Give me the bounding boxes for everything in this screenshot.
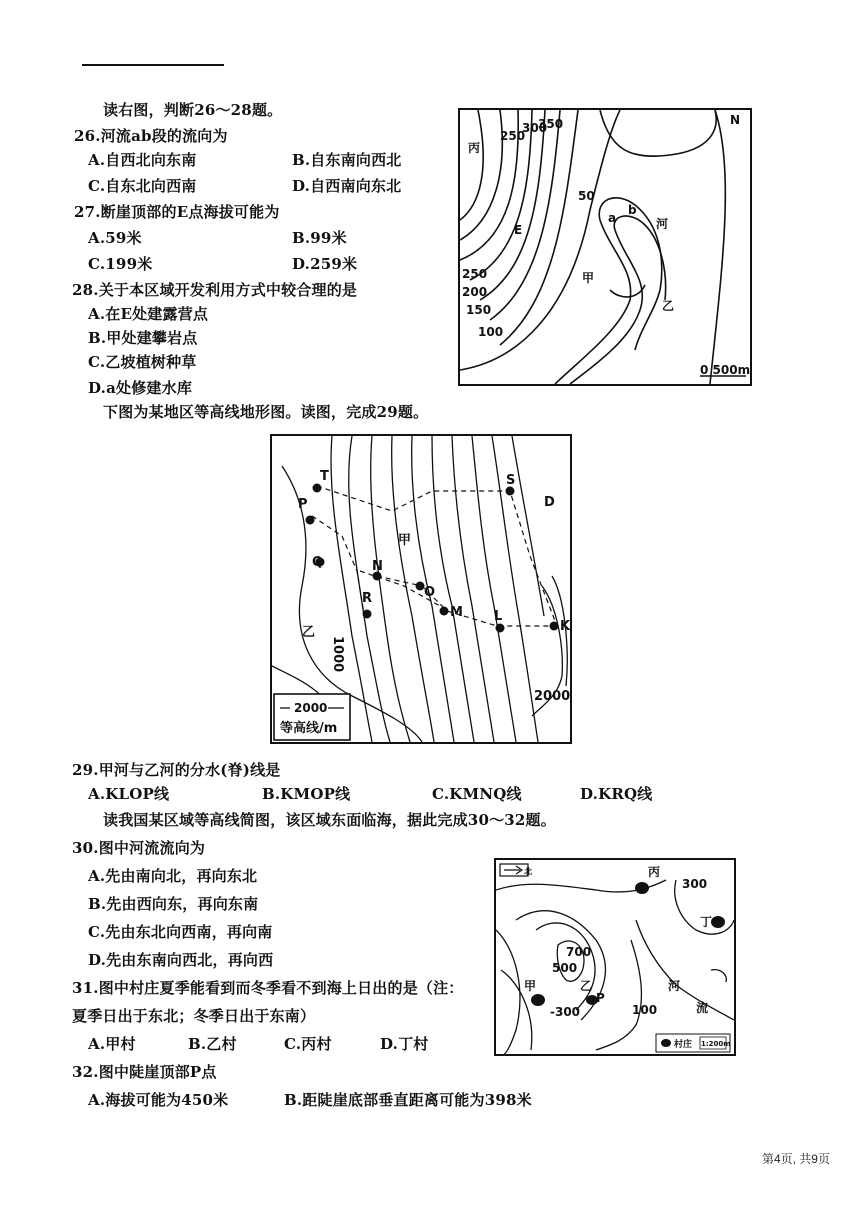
map3-legend-village: 村庄 (674, 1040, 693, 1050)
svg-text:N: N (730, 113, 741, 127)
q27-option-a[interactable]: A.59米 (88, 229, 142, 247)
q27-option-b[interactable]: B.99米 (292, 229, 347, 247)
svg-text:300: 300 (522, 121, 548, 135)
svg-text:350: 350 (538, 117, 564, 131)
q29-option-d[interactable]: D.KRQ线 (580, 785, 653, 803)
q26-stem: 26.河流ab段的流向为 (74, 127, 228, 145)
svg-text:河: 河 (668, 979, 681, 993)
svg-text:700: 700 (566, 945, 592, 959)
svg-text:a: a (608, 211, 617, 225)
svg-text:甲: 甲 (582, 271, 595, 285)
q28-option-d[interactable]: D.a处修建水库 (88, 379, 193, 397)
q26-option-c[interactable]: C.自东北向西南 (88, 177, 197, 195)
svg-text:河: 河 (656, 217, 669, 231)
q26-option-d[interactable]: D.自西南向东北 (292, 177, 402, 195)
contour-map-2 (270, 434, 572, 744)
q31-option-c[interactable]: C.丙村 (284, 1035, 332, 1053)
q29-option-c[interactable]: C.KMNQ线 (432, 785, 522, 803)
intro-26-28: 读右图，判断26～28题。 (103, 101, 283, 119)
svg-text:L: L (494, 609, 503, 624)
svg-text:D: D (544, 495, 555, 510)
q28-option-c[interactable]: C.乙坡植树种草 (88, 353, 197, 371)
q27-stem: 27.断崖顶部的E点海拔可能为 (74, 203, 280, 221)
svg-text:250: 250 (500, 129, 526, 143)
svg-text:-300: -300 (550, 1005, 581, 1019)
svg-text:2000: 2000 (534, 689, 570, 704)
svg-text:P: P (596, 991, 605, 1005)
svg-text:200: 200 (462, 285, 488, 299)
q31-stem-line1: 31.图中村庄夏季能看到而冬季看不到海上日出的是（注： (72, 979, 464, 997)
svg-text:O: O (424, 585, 436, 600)
svg-text:300: 300 (682, 877, 708, 891)
q31-stem-line2: 夏季日出于东北；冬季日出于东南） (72, 1007, 316, 1025)
svg-text:R: R (362, 591, 373, 606)
map3-north: 北 (524, 867, 532, 876)
q26-option-b[interactable]: B.自东南向西北 (292, 151, 402, 169)
q26-option-a[interactable]: A.自西北向东南 (88, 151, 197, 169)
svg-text:500: 500 (552, 961, 578, 975)
svg-text:甲: 甲 (398, 533, 412, 548)
svg-text:100: 100 (632, 1003, 658, 1017)
svg-text:K: K (560, 619, 570, 634)
q32-option-b[interactable]: B.距陡崖底部垂直距离可能为398米 (284, 1091, 532, 1109)
q32-option-a[interactable]: A.海拔可能为450米 (88, 1091, 229, 1109)
map3-legend-scale: 1:200m (701, 1040, 731, 1048)
q29-option-a[interactable]: A.KLOP线 (88, 785, 170, 803)
svg-text:50: 50 (578, 189, 595, 203)
svg-text:Q: Q (312, 555, 324, 570)
q30-option-d[interactable]: D.先由东南向西北，再向西 (88, 951, 274, 969)
svg-text:150: 150 (466, 303, 492, 317)
svg-text:丙: 丙 (468, 141, 481, 155)
svg-text:甲: 甲 (524, 979, 537, 993)
q29-option-b[interactable]: B.KMOP线 (262, 785, 351, 803)
svg-text:流: 流 (696, 1001, 709, 1015)
top-rule (82, 64, 224, 66)
svg-text:丙: 丙 (648, 865, 661, 879)
map1-scale: 0 500m (700, 363, 750, 377)
contour-map-3 (494, 858, 736, 1056)
intro-30-32: 读我国某区域等高线简图，该区域东面临海，据此完成30～32题。 (103, 811, 556, 829)
q28-stem: 28.关于本区域开发利用方式中较合理的是 (72, 281, 358, 299)
q30-option-b[interactable]: B.先由西向东，再向东南 (88, 895, 259, 913)
q30-option-c[interactable]: C.先由东北向西南，再向南 (88, 923, 273, 941)
q28-option-b[interactable]: B.甲处建攀岩点 (88, 329, 198, 347)
intro-29: 下图为某地区等高线地形图。读图，完成29题。 (103, 403, 429, 421)
q28-option-a[interactable]: A.在E处建露营点 (88, 305, 209, 323)
svg-text:乙: 乙 (580, 979, 593, 993)
page-number: 第4页, 共9页 (761, 1152, 830, 1166)
svg-text:T: T (320, 469, 329, 484)
svg-text:P: P (298, 497, 308, 512)
svg-text:250: 250 (462, 267, 488, 281)
map2-legend-title: 等高线/m (280, 721, 338, 736)
svg-text:N: N (372, 559, 383, 574)
svg-text:S: S (506, 473, 516, 488)
contour-map-1 (458, 108, 752, 386)
svg-text:乙: 乙 (302, 625, 316, 640)
q30-option-a[interactable]: A.先由南向北，再向东北 (88, 867, 258, 885)
svg-text:M: M (450, 605, 463, 620)
q32-stem: 32.图中陡崖顶部P点 (72, 1063, 217, 1081)
svg-text:100: 100 (478, 325, 504, 339)
q29-stem: 29.甲河与乙河的分水(脊)线是 (72, 761, 281, 779)
q30-stem: 30.图中河流流向为 (72, 839, 206, 857)
q31-option-a[interactable]: A.甲村 (88, 1035, 136, 1053)
map2-legend-value: 2000 (294, 701, 328, 715)
svg-text:丁: 丁 (700, 915, 713, 929)
q27-option-c[interactable]: C.199米 (88, 255, 153, 273)
svg-text:E: E (514, 223, 523, 237)
svg-text:乙: 乙 (662, 299, 675, 313)
q31-option-d[interactable]: D.丁村 (380, 1035, 429, 1053)
svg-text:1000: 1000 (330, 636, 345, 673)
q27-option-d[interactable]: D.259米 (292, 255, 358, 273)
svg-text:b: b (628, 203, 637, 217)
q31-option-b[interactable]: B.乙村 (188, 1035, 237, 1053)
